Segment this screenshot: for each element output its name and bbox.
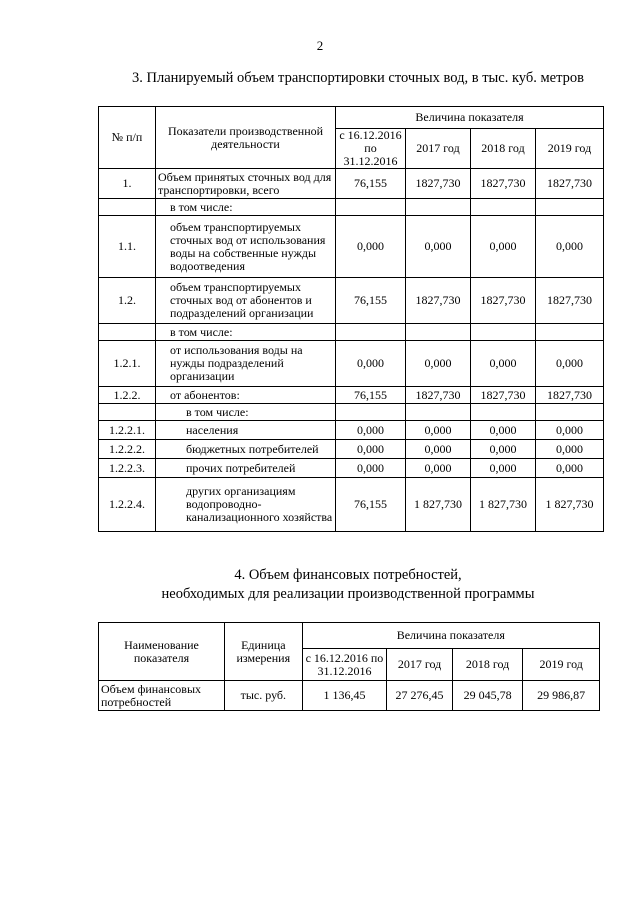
header-period1: с 16.12.2016 по 31.12.2016: [336, 129, 406, 169]
row-value: 1827,730: [406, 169, 471, 199]
row-value: [471, 404, 536, 421]
page-number: 2: [316, 38, 324, 53]
row-value: 76,155: [336, 278, 406, 324]
row-value: 76,155: [336, 478, 406, 532]
row-value: [536, 199, 604, 216]
row-value: [336, 199, 406, 216]
financial-needs-table: [98, 622, 600, 711]
table-row: [99, 421, 604, 440]
fin-header-2018: 2018 год: [452, 649, 523, 681]
fin-row-period1: 1 136,45: [302, 681, 387, 711]
row-num: 1.2.: [99, 278, 156, 324]
row-value: [471, 324, 536, 341]
row-num: 1.2.2.4.: [99, 478, 156, 532]
fin-header-value: Величина показателя: [302, 623, 599, 649]
row-value: 0,000: [536, 440, 604, 459]
header-value: Величина показателя: [336, 107, 604, 129]
row-num: 1.2.1.: [99, 341, 156, 387]
row-label: в том числе:: [156, 404, 336, 421]
row-value: 0,000: [406, 421, 471, 440]
row-value: [536, 404, 604, 421]
row-num: 1.2.2.: [99, 387, 156, 404]
table-row: [99, 278, 604, 324]
table-row: [99, 478, 604, 532]
row-value: 0,000: [336, 459, 406, 478]
row-value: 1827,730: [406, 278, 471, 324]
row-label: в том числе:: [156, 199, 336, 216]
fin-header-2019: 2019 год: [523, 649, 600, 681]
row-value: 0,000: [536, 216, 604, 278]
fin-header-unit: Единица измерения: [225, 623, 303, 681]
row-value: [406, 199, 471, 216]
row-value: [406, 404, 471, 421]
fin-row-2018: 29 045,78: [452, 681, 523, 711]
table-row: [99, 440, 604, 459]
table-row: [99, 169, 604, 199]
row-value: [336, 404, 406, 421]
section-3-title: 3. Планируемый объем транспортировки сточных вод, в тыс. куб. метров: [132, 70, 584, 86]
row-num: [99, 324, 156, 341]
table-row: [99, 341, 604, 387]
row-label: населения: [156, 421, 336, 440]
row-value: 0,000: [336, 440, 406, 459]
row-value: 0,000: [406, 459, 471, 478]
row-value: 0,000: [471, 459, 536, 478]
header-2017: 2017 год: [406, 129, 471, 169]
table-row: [99, 459, 604, 478]
row-label: объем транспортируемых сточных вод от абонентов и подразделений организации: [156, 278, 336, 324]
row-num: 1.1.: [99, 216, 156, 278]
row-value: 0,000: [406, 341, 471, 387]
row-value: 76,155: [336, 387, 406, 404]
row-value: 0,000: [536, 459, 604, 478]
row-value: 0,000: [471, 216, 536, 278]
row-value: 0,000: [336, 216, 406, 278]
row-value: 0,000: [336, 421, 406, 440]
row-value: 1827,730: [536, 387, 604, 404]
fin-header-2017: 2017 год: [387, 649, 453, 681]
row-value: 1827,730: [471, 387, 536, 404]
row-value: 1827,730: [406, 387, 471, 404]
header-indicator: Показатели производственной деятельности: [156, 107, 336, 169]
row-value: 0,000: [536, 421, 604, 440]
wastewater-table-body: [99, 169, 604, 532]
row-value: 0,000: [471, 341, 536, 387]
table-row: [99, 324, 604, 341]
row-num: 1.2.2.3.: [99, 459, 156, 478]
row-value: 1827,730: [471, 278, 536, 324]
fin-row-unit: тыс. руб.: [225, 681, 303, 711]
fin-header-name: Наименование показателя: [99, 623, 225, 681]
row-label: от использования воды на нужды подразделений организации: [156, 341, 336, 387]
row-num: 1.2.2.2.: [99, 440, 156, 459]
header-num: № п/п: [99, 107, 156, 169]
row-value: 1 827,730: [471, 478, 536, 532]
row-value: 1 827,730: [406, 478, 471, 532]
row-value: [336, 324, 406, 341]
row-value: 0,000: [471, 440, 536, 459]
fin-header-period1: с 16.12.2016 по 31.12.2016: [302, 649, 387, 681]
row-value: 76,155: [336, 169, 406, 199]
header-2019: 2019 год: [536, 129, 604, 169]
fin-row-name: Объем финансовых потребностей: [99, 681, 225, 711]
row-label: прочих потребителей: [156, 459, 336, 478]
row-value: 0,000: [471, 421, 536, 440]
row-num: 1.2.2.1.: [99, 421, 156, 440]
row-label: других организациям водопроводно-канализационного хозяйства: [156, 478, 336, 532]
row-num: [99, 404, 156, 421]
section-4-title-line2: необходимых для реализации производственной программы: [161, 586, 535, 602]
table-row: [99, 681, 600, 711]
table-row: [99, 199, 604, 216]
fin-row-2017: 27 276,45: [387, 681, 453, 711]
row-num: [99, 199, 156, 216]
section-4-title: [98, 566, 598, 604]
row-value: 1827,730: [536, 169, 604, 199]
row-label: Объем принятых сточных вод для транспортировки, всего: [156, 169, 336, 199]
row-label: в том числе:: [156, 324, 336, 341]
row-value: [536, 324, 604, 341]
header-2018: 2018 год: [471, 129, 536, 169]
row-num: 1.: [99, 169, 156, 199]
row-label: объем транспортируемых сточных вод от использования воды на собственные нужды водоотведения: [156, 216, 336, 278]
row-label: бюджетных потребителей: [156, 440, 336, 459]
wastewater-volume-table: [98, 106, 604, 532]
row-label: от абонентов:: [156, 387, 336, 404]
table-row: [99, 216, 604, 278]
section-4-title-line1: 4. Объем финансовых потребностей,: [234, 567, 462, 583]
row-value: [471, 199, 536, 216]
row-value: 0,000: [536, 341, 604, 387]
table-row: [99, 404, 604, 421]
fin-row-2019: 29 986,87: [523, 681, 600, 711]
row-value: 1 827,730: [536, 478, 604, 532]
row-value: 1827,730: [471, 169, 536, 199]
row-value: [406, 324, 471, 341]
row-value: 0,000: [406, 440, 471, 459]
row-value: 0,000: [406, 216, 471, 278]
row-value: 1827,730: [536, 278, 604, 324]
table-row: [99, 387, 604, 404]
row-value: 0,000: [336, 341, 406, 387]
